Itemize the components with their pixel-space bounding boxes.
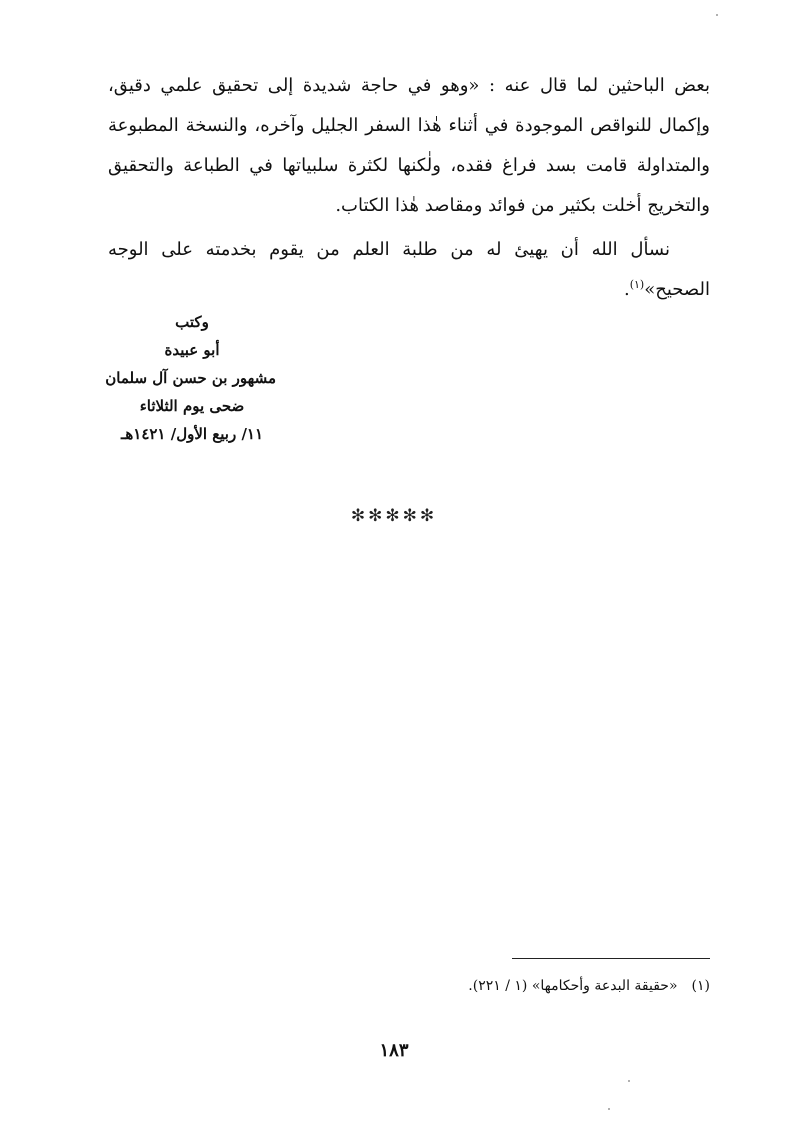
signature-line-name: مشهور بن حسن آل سلمان <box>105 369 276 387</box>
paragraph-1: بعض الباحثين لما قال عنه : «وهو في حاجة شديدة إلى تحقيق علمي دقيق، وإكمال للنواقص الموجودة في أثناء هٰذا السفر الجليل وآخره، والنسخة المطبوعة والمتداولة قامت بسد فراغ فقده، ولٰكنها لكثرة سلبياتها في الطباعة والتحقيق والتخريج أخلت بكثير من فوائد ومقاصد هٰذا الكتاب. <box>108 75 710 216</box>
signature-line-date: ١١/ ربيع الأول/ ١٤٢١هـ <box>120 425 264 443</box>
scan-speck <box>628 1080 630 1082</box>
footnote-divider <box>512 958 710 959</box>
signature-line-wrote: وكتب <box>175 313 209 331</box>
main-text <box>108 66 710 310</box>
scan-speck <box>716 14 718 16</box>
signature-line-kunya: أبو عبيدة <box>164 341 220 359</box>
page-number: ١٨٣ <box>379 1040 409 1061</box>
footnote-number: (١) <box>691 978 710 994</box>
paragraph-2 <box>108 230 710 310</box>
signature-line-time: ضحى يوم الثلاثاء <box>139 397 245 415</box>
paragraph-2-text: نسأل الله أن يهيئ له من طلبة العلم من يقوم بخدمته على الوجه الصحيح» <box>108 239 710 300</box>
scan-speck <box>608 1108 610 1110</box>
footnote-marker: (١) <box>629 278 645 291</box>
signature-block <box>105 308 276 448</box>
footnote <box>200 974 710 998</box>
footnote-text: «حقيقة البدعة وأحكامها» (١ / ٢٢١). <box>468 978 678 994</box>
section-separator: ✻✻✻✻✻ <box>350 506 438 526</box>
paragraph-2-end: . <box>623 279 630 300</box>
